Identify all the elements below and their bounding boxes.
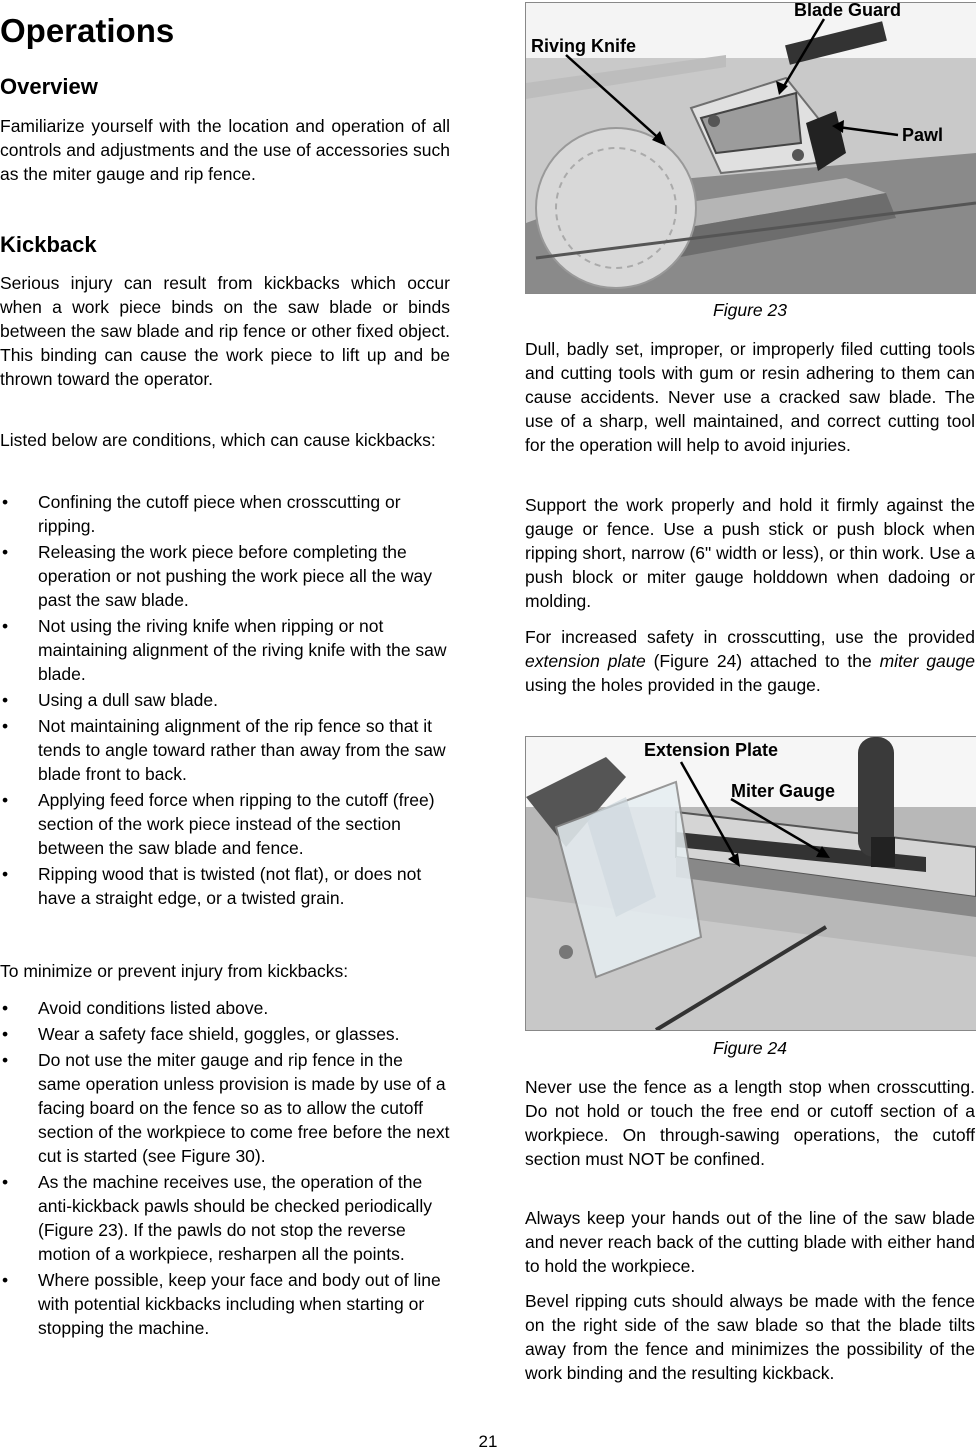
pawl-label: Pawl	[902, 125, 944, 145]
kickback-intro: Serious injury can result from kickbacks which occur when a work piece binds on the saw blade or binds between the saw blade and rip fence or other fixed object. This binding can cause the work piece to lift up and be thrown toward the operator.	[0, 273, 450, 389]
list-item: • Ripping wood that is twisted (not flat), or does not have a straight edge, or a twisted grain.	[2, 864, 422, 908]
conditions-intro: Listed below are conditions, which can cause kickbacks:	[0, 430, 436, 450]
overview-heading: Overview	[0, 74, 98, 99]
bullet-icon: •	[2, 1270, 9, 1290]
paragraph-crosscutting-safety: For increased safety in crosscutting, use the provided extension plate (Figure 24) attached to the miter gauge using the holes provided in the gauge.	[525, 627, 975, 695]
bullet-icon: •	[2, 1024, 9, 1044]
figure-24-caption: Figure 24	[713, 1038, 787, 1058]
page-number: 21	[478, 1432, 498, 1451]
blade-guard-label: Blade Guard	[794, 3, 902, 20]
figure-23-caption: Figure 23	[713, 300, 787, 320]
extension-plate-label: Extension Plate	[644, 740, 779, 760]
bullet-icon: •	[2, 542, 9, 562]
list-item: • Using a dull saw blade.	[2, 690, 218, 710]
prevention-list	[0, 996, 450, 1342]
list-item: • Not using the riving knife when ripping or not maintaining alignment of the riving knife with the saw blade.	[2, 616, 447, 684]
list-item: • Avoid conditions listed above.	[2, 998, 269, 1018]
overview-text: Familiarize yourself with the location and operation of all controls and adjustments and the use of accessories such as the miter gauge and rip fence.	[0, 116, 450, 184]
bullet-icon: •	[2, 492, 9, 512]
miter-gauge-label: Miter Gauge	[731, 781, 836, 801]
riving-knife-label: Riving Knife	[531, 36, 637, 56]
bullet-icon: •	[2, 716, 9, 736]
paragraph-hands-clear: Always keep your hands out of the line of the saw blade and never reach back of the cutting blade with either hand to hold the workpiece.	[525, 1208, 975, 1276]
paragraph-support-work: Support the work properly and hold it firmly against the gauge or fence. Use a push stick or push block when ripping short, narrow (6" width or less), or thin work. Use a push block or miter gauge holddown when dadoing or molding.	[525, 495, 975, 611]
miter-gauge-extension-illustration	[526, 737, 976, 1030]
table-saw-blade-guard-illustration	[526, 3, 976, 293]
bullet-icon: •	[2, 864, 9, 884]
figure-24-image	[525, 736, 976, 1031]
list-item: • Releasing the work piece before completing the operation or not pushing the work piece all the way past the saw blade.	[2, 542, 432, 610]
list-item: • Do not use the miter gauge and rip fence in the same operation unless provision is made by use of a facing board on the fence so as to allow the cutoff section of the workpiece to come free before the next cut is started (see Figure 30).	[2, 1050, 450, 1166]
figure-23-image	[525, 2, 976, 294]
list-item: • Not maintaining alignment of the rip fence so that it tends to angle toward rather than away from the saw blade front to back.	[2, 716, 446, 784]
paragraph-dull-tools: Dull, badly set, improper, or improperly filed cutting tools and cutting tools with gum or resin adhering to them can cause accidents. Never use a cracked saw blade. The use of a sharp, well maintained, and correct cutting tool for the operation will help to avoid injuries.	[525, 339, 975, 455]
kickback-heading: Kickback	[0, 232, 97, 257]
list-item: • Wear a safety face shield, goggles, or glasses.	[2, 1024, 400, 1044]
prevent-intro: To minimize or prevent injury from kickbacks:	[0, 961, 349, 981]
bullet-icon: •	[2, 998, 9, 1018]
bullet-icon: •	[2, 1050, 9, 1070]
paragraph-length-stop: Never use the fence as a length stop when crosscutting. Do not hold or touch the free end or cutoff section of a workpiece. On through-sawing operations, the cutoff section must NOT be confined.	[525, 1077, 975, 1169]
paragraph-bevel-ripping: Bevel ripping cuts should always be made with the fence on the right side of the saw blade so that the blade tilts away from the fence and minimizes the possibility of the work binding and the resulting kickback.	[525, 1291, 975, 1383]
list-item: • Confining the cutoff piece when crosscutting or ripping.	[2, 492, 401, 536]
list-item: • Applying feed force when ripping to the cutoff (free) section of the work piece instead of the section between the saw blade and fence.	[2, 790, 435, 858]
bullet-icon: •	[2, 616, 9, 636]
list-item: • As the machine receives use, the operation of the anti-kickback pawls should be checked periodically (Figure 23). If the pawls do not stop the reverse motion of a workpiece, resharpen all the points.	[2, 1172, 432, 1264]
bullet-icon: •	[2, 790, 9, 810]
bullet-icon: •	[2, 690, 9, 710]
conditions-list	[0, 490, 450, 912]
bullet-icon: •	[2, 1172, 9, 1192]
list-item: • Where possible, keep your face and body out of line with potential kickbacks including when starting or stopping the machine.	[2, 1270, 441, 1338]
page-title: Operations	[0, 12, 175, 49]
